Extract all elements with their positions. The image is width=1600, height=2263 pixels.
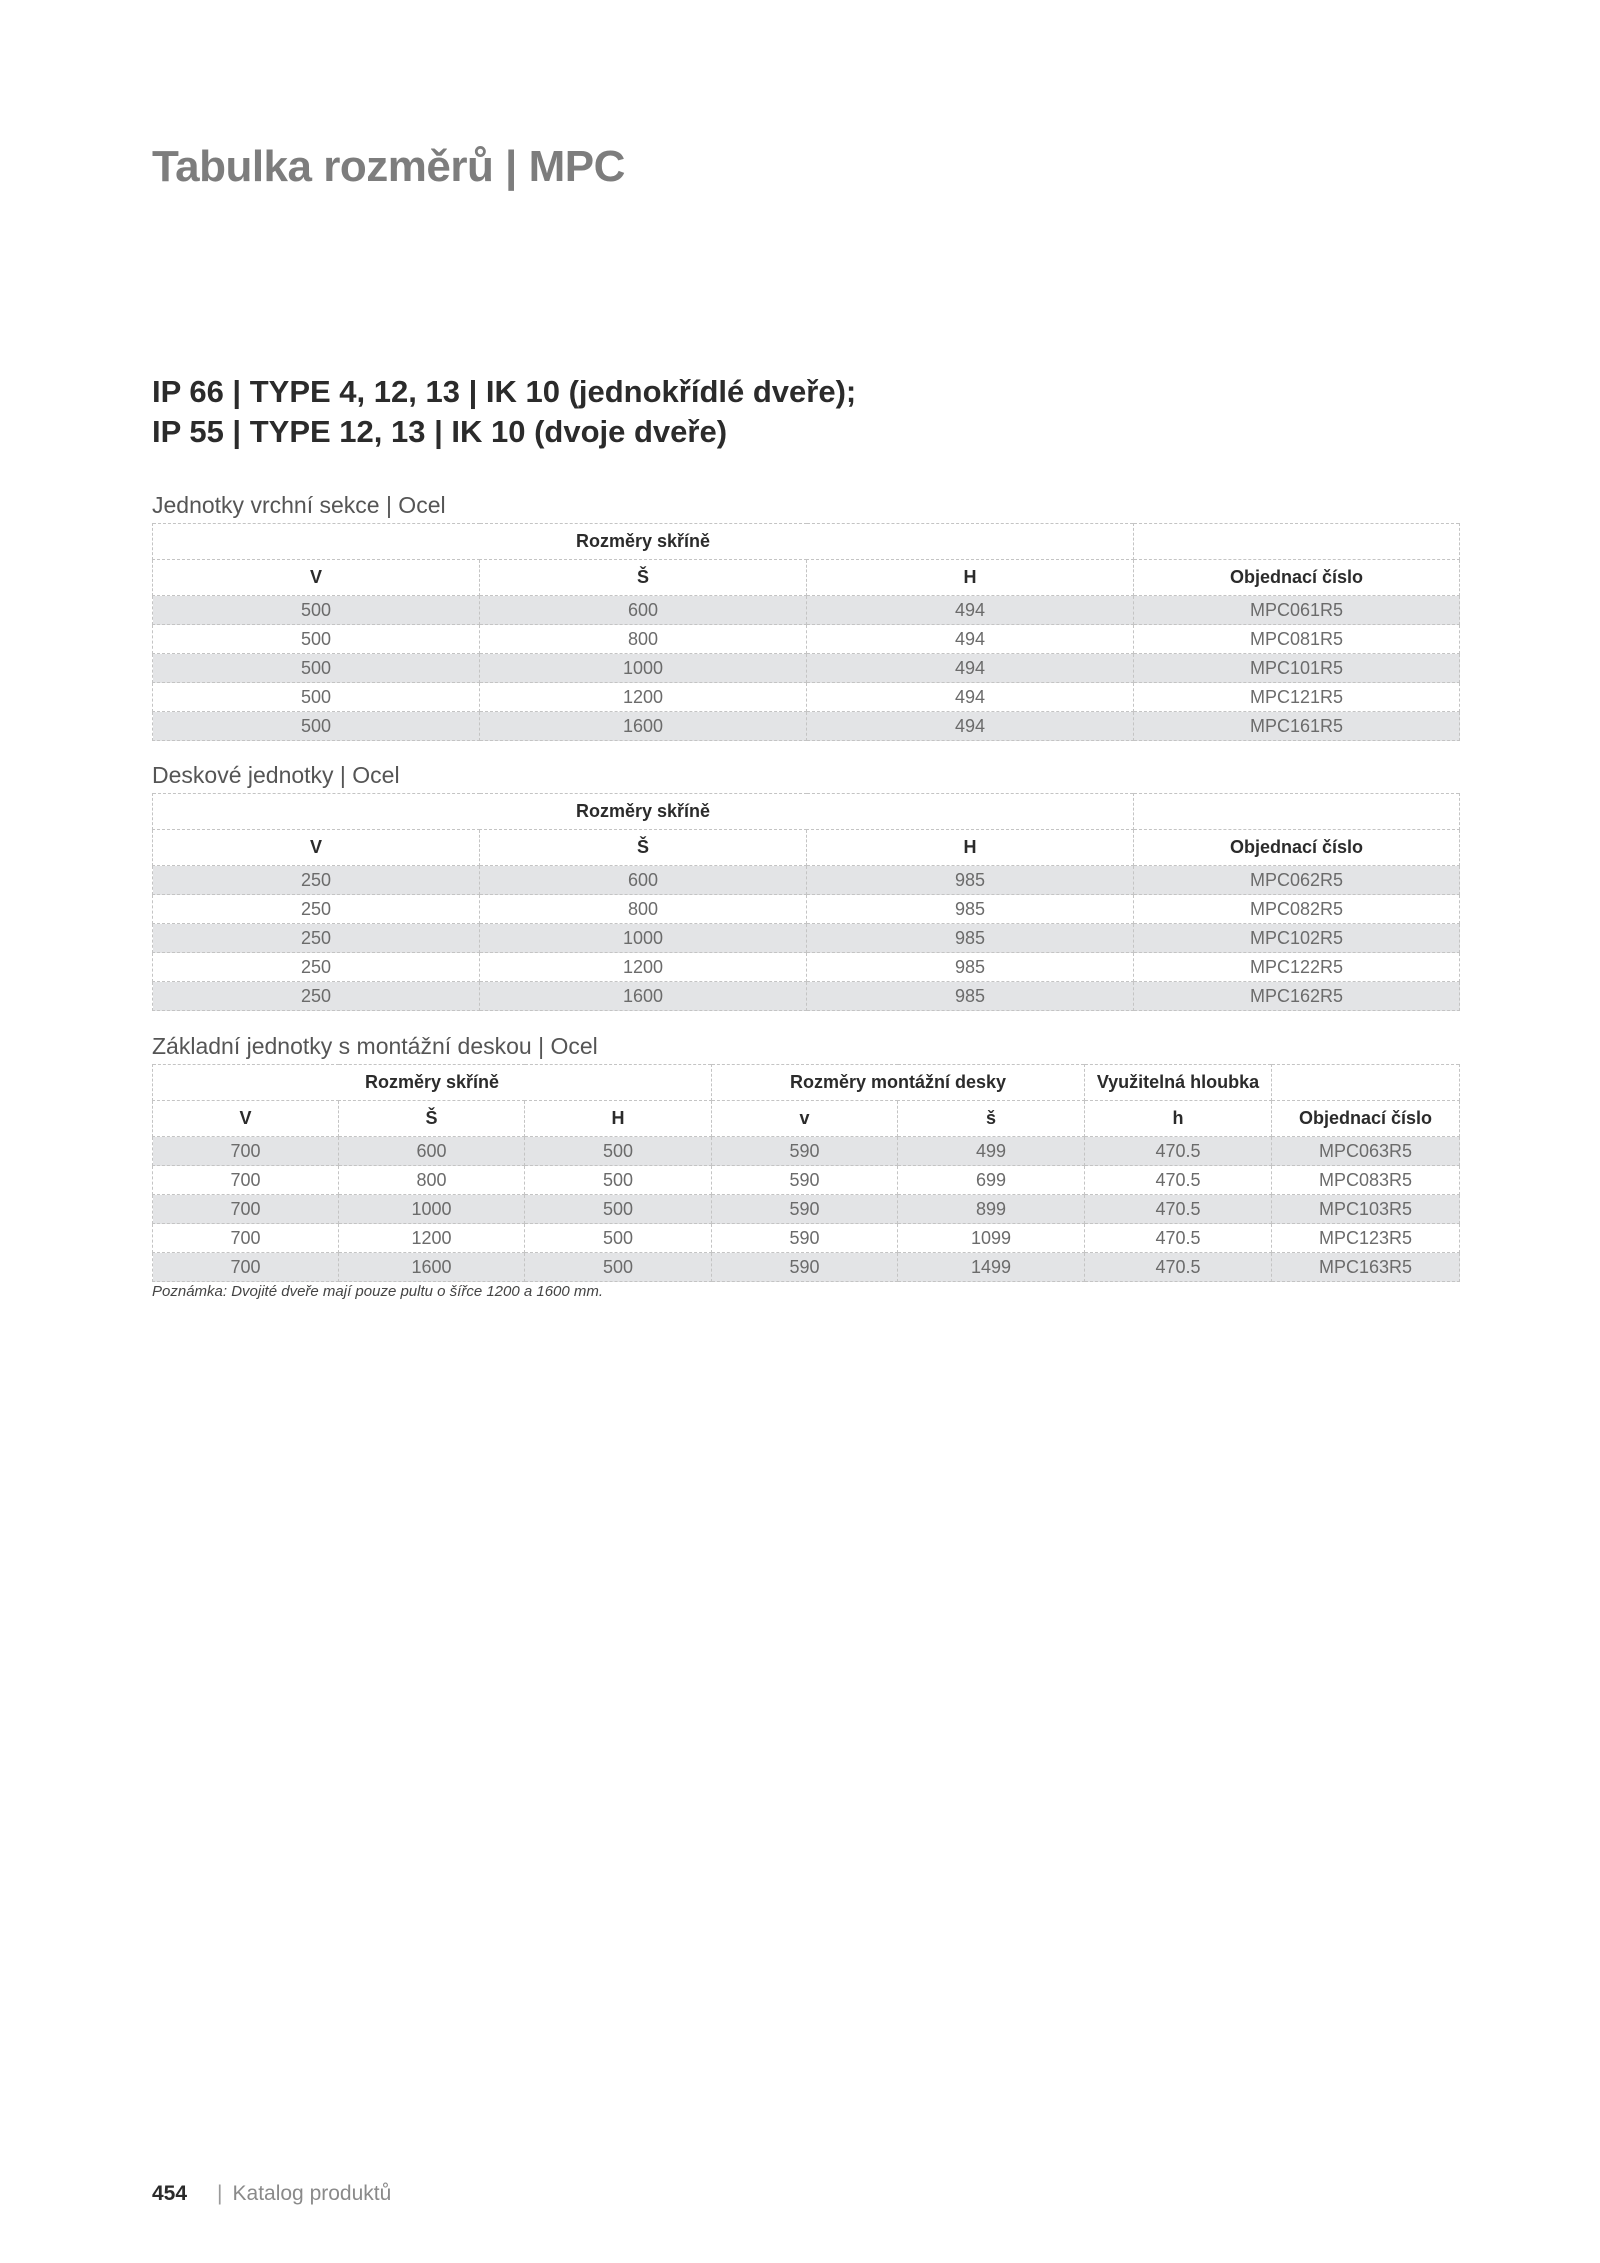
- table-cell: 500: [153, 712, 480, 741]
- table-cell: 600: [339, 1137, 525, 1166]
- table-cell: 700: [153, 1195, 339, 1224]
- table-cell: 590: [712, 1137, 898, 1166]
- base-units-table: [152, 1064, 1460, 1282]
- table-cell: MPC162R5: [1134, 982, 1460, 1011]
- column-header: H: [807, 560, 1134, 596]
- table-row: [153, 982, 1460, 1011]
- table-row: [153, 1224, 1460, 1253]
- column-header: Š: [339, 1101, 525, 1137]
- page-footer: [152, 2182, 391, 2206]
- table-cell: 500: [525, 1253, 712, 1282]
- base-units-with-mounting-plate: [152, 1028, 1459, 1282]
- column-header: Objednací číslo: [1134, 560, 1460, 596]
- table-cell: 590: [712, 1166, 898, 1195]
- table-cell: 494: [807, 596, 1134, 625]
- page-title: Tabulka rozměrů | MPC: [152, 142, 625, 191]
- table-cell: 500: [525, 1195, 712, 1224]
- table-cell: 1200: [480, 953, 807, 982]
- column-header: Objednací číslo: [1134, 830, 1460, 866]
- table-cell: 1499: [898, 1253, 1085, 1282]
- table-row: [153, 654, 1460, 683]
- table-cell: 494: [807, 712, 1134, 741]
- section-label: Jednotky vrchní sekce | Ocel: [152, 492, 446, 518]
- top-section-table: [152, 523, 1460, 741]
- table-row: [153, 866, 1460, 895]
- table-cell: 1000: [480, 654, 807, 683]
- table-cell: 800: [480, 895, 807, 924]
- column-header: v: [712, 1101, 898, 1137]
- table-cell: 499: [898, 1137, 1085, 1166]
- table-cell: 500: [153, 625, 480, 654]
- table-cell: MPC062R5: [1134, 866, 1460, 895]
- table-cell: 985: [807, 982, 1134, 1011]
- table-cell: 1600: [480, 982, 807, 1011]
- empty-header-cell: [1134, 794, 1460, 830]
- table-cell: MPC161R5: [1134, 712, 1460, 741]
- table-row: [153, 1195, 1460, 1224]
- table-cell: 500: [153, 654, 480, 683]
- table-cell: 250: [153, 924, 480, 953]
- table-cell: MPC063R5: [1272, 1137, 1460, 1166]
- table-cell: MPC163R5: [1272, 1253, 1460, 1282]
- table-cell: MPC103R5: [1272, 1195, 1460, 1224]
- table-cell: 250: [153, 866, 480, 895]
- table-cell: 470.5: [1085, 1137, 1272, 1166]
- table-row: [153, 712, 1460, 741]
- table-cell: 1000: [339, 1195, 525, 1224]
- top-section-units: [152, 487, 1459, 741]
- table-cell: 494: [807, 683, 1134, 712]
- table-cell: MPC101R5: [1134, 654, 1460, 683]
- footer-separator: |: [217, 2182, 223, 2205]
- table-row: [153, 1137, 1460, 1166]
- column-header: h: [1085, 1101, 1272, 1137]
- empty-header-cell: [1134, 524, 1460, 560]
- table-row: [153, 924, 1460, 953]
- table-row: [153, 596, 1460, 625]
- table-cell: MPC121R5: [1134, 683, 1460, 712]
- table-cell: 500: [525, 1137, 712, 1166]
- protection-rating-heading: [152, 372, 856, 452]
- table-cell: 985: [807, 953, 1134, 982]
- table-cell: 250: [153, 895, 480, 924]
- column-header: Objednací číslo: [1272, 1101, 1460, 1137]
- table-cell: 590: [712, 1253, 898, 1282]
- table-cell: 470.5: [1085, 1195, 1272, 1224]
- table-cell: 985: [807, 924, 1134, 953]
- panel-units: [152, 757, 1459, 1011]
- table-cell: MPC102R5: [1134, 924, 1460, 953]
- table-row: [153, 1166, 1460, 1195]
- table-cell: MPC081R5: [1134, 625, 1460, 654]
- table-cell: 700: [153, 1253, 339, 1282]
- section-label: Základní jednotky s montážní deskou | Ocel: [152, 1033, 598, 1059]
- table-cell: 470.5: [1085, 1253, 1272, 1282]
- column-header: H: [807, 830, 1134, 866]
- table-cell: 470.5: [1085, 1166, 1272, 1195]
- column-header: š: [898, 1101, 1085, 1137]
- heading-line-2: IP 55 | TYPE 12, 13 | IK 10 (dvoje dveře): [152, 414, 728, 449]
- table-cell: 1200: [339, 1224, 525, 1253]
- table-cell: 250: [153, 982, 480, 1011]
- table-cell: 250: [153, 953, 480, 982]
- table-cell: 500: [525, 1224, 712, 1253]
- table-cell: 985: [807, 895, 1134, 924]
- table-cell: 899: [898, 1195, 1085, 1224]
- usable-depth-header: Využitelná hloubka: [1085, 1065, 1272, 1101]
- table-cell: 700: [153, 1166, 339, 1195]
- table-cell: 600: [480, 596, 807, 625]
- cabinet-dimensions-header: Rozměry skříně: [153, 1065, 712, 1101]
- table-cell: 590: [712, 1195, 898, 1224]
- table-cell: 500: [525, 1166, 712, 1195]
- column-header: V: [153, 830, 480, 866]
- table-cell: 1099: [898, 1224, 1085, 1253]
- footnote: Poznámka: Dvojité dveře mají pouze pultu o šířce 1200 a 1600 mm.: [152, 1283, 604, 1300]
- cabinet-dimensions-header: Rozměry skříně: [153, 794, 1134, 830]
- table-cell: 699: [898, 1166, 1085, 1195]
- table-cell: 1600: [339, 1253, 525, 1282]
- table-cell: MPC061R5: [1134, 596, 1460, 625]
- table-cell: MPC082R5: [1134, 895, 1460, 924]
- column-header: H: [525, 1101, 712, 1137]
- catalog-label: Katalog produktů: [232, 2182, 392, 2205]
- table-cell: 700: [153, 1137, 339, 1166]
- table-cell: 470.5: [1085, 1224, 1272, 1253]
- table-cell: 800: [339, 1166, 525, 1195]
- table-cell: MPC123R5: [1272, 1224, 1460, 1253]
- mounting-plate-dimensions-header: Rozměry montážní desky: [712, 1065, 1085, 1101]
- table-cell: 590: [712, 1224, 898, 1253]
- table-row: [153, 895, 1460, 924]
- column-header: Š: [480, 830, 807, 866]
- table-row: [153, 1253, 1460, 1282]
- column-header: V: [153, 560, 480, 596]
- table-cell: 600: [480, 866, 807, 895]
- column-header: Š: [480, 560, 807, 596]
- table-cell: 800: [480, 625, 807, 654]
- table-cell: 1000: [480, 924, 807, 953]
- table-cell: MPC083R5: [1272, 1166, 1460, 1195]
- section-label: Deskové jednotky | Ocel: [152, 762, 400, 788]
- page-number: 454: [152, 2182, 188, 2205]
- heading-line-1: IP 66 | TYPE 4, 12, 13 | IK 10 (jednokřídlé dveře);: [152, 374, 857, 409]
- table-row: [153, 683, 1460, 712]
- cabinet-dimensions-header: Rozměry skříně: [153, 524, 1134, 560]
- table-cell: 500: [153, 596, 480, 625]
- table-row: [153, 953, 1460, 982]
- table-row: [153, 625, 1460, 654]
- table-cell: 1600: [480, 712, 807, 741]
- table-cell: MPC122R5: [1134, 953, 1460, 982]
- empty-header-cell: [1272, 1065, 1460, 1101]
- table-cell: 494: [807, 625, 1134, 654]
- table-cell: 494: [807, 654, 1134, 683]
- table-cell: 985: [807, 866, 1134, 895]
- table-cell: 1200: [480, 683, 807, 712]
- column-header: V: [153, 1101, 339, 1137]
- table-cell: 500: [153, 683, 480, 712]
- table-cell: 700: [153, 1224, 339, 1253]
- panel-units-table: [152, 793, 1460, 1011]
